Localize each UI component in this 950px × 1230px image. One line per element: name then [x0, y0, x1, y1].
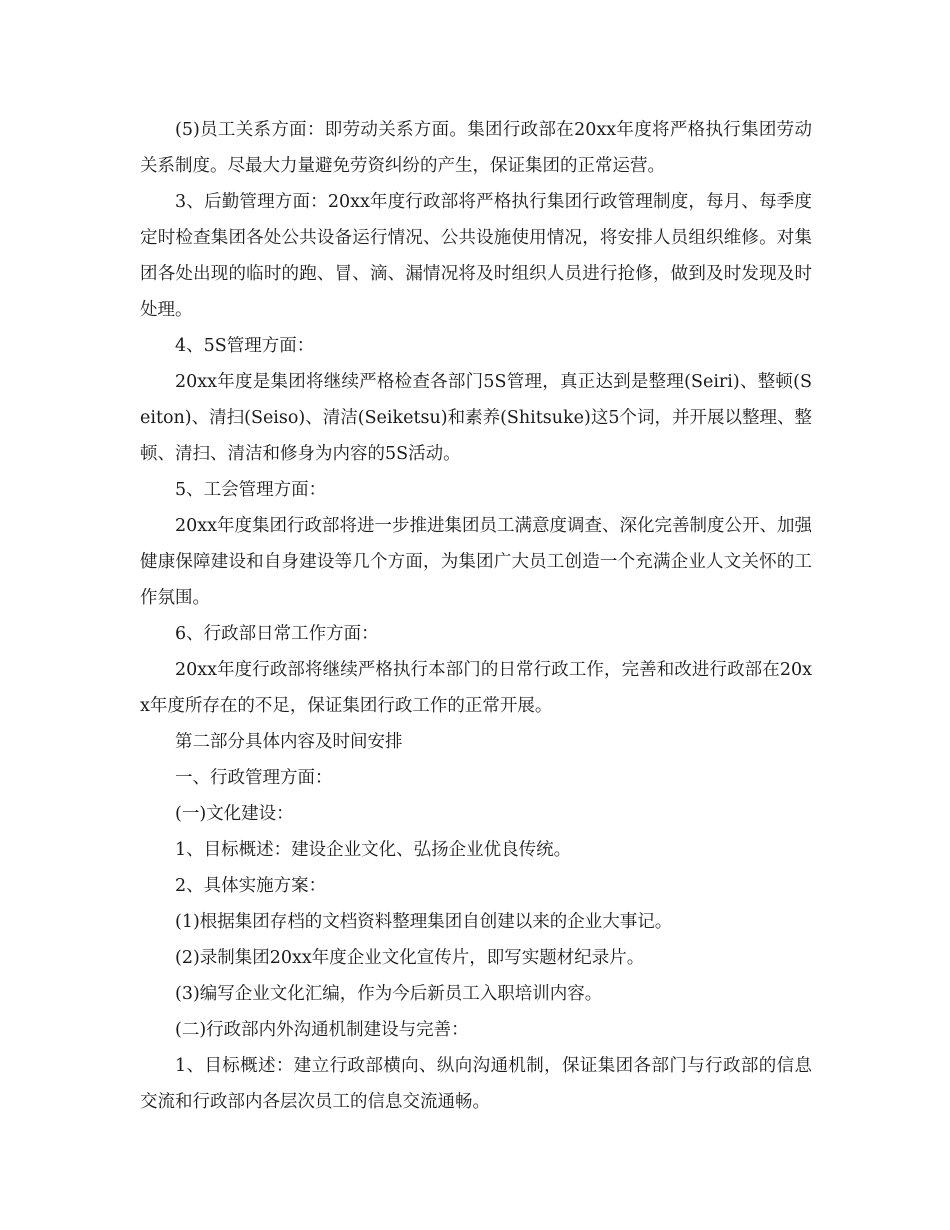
list-item-chronicle: (1)根据集团存档的文档资料整理集团自创建以来的企业大事记。: [175, 912, 673, 932]
heading-union-management: 5、工会管理方面：: [175, 480, 327, 500]
heading-culture-building: (一)文化建设：: [175, 804, 294, 824]
paragraph-communication-goal: 1、目标概述：建立行政部横向、纵向沟通机制，保证集团各部门与行政部的信息交流和行政部内各层次员工的信息交流通畅。: [140, 1056, 812, 1112]
heading-communication-mechanism: (二)行政部内外沟通机制建设与完善：: [175, 1020, 469, 1040]
paragraph-logistics-management: 3、后勤管理方面：20xx年度行政部将严格执行集团行政管理制度，每月、每季度定时检查集团各处公共设备运行情况、公共设施使用情况，将安排人员组织维修。对集团各处出现的临时的跑、冒、滴、漏情况将及时组织人员进行抢修，做到及时发现及时处理。: [140, 192, 812, 320]
list-item-culture-compilation: (3)编写企业文化汇编，作为今后新员工入职培训内容。: [175, 984, 603, 1004]
paragraph-5s-management: 20xx年度是集团将继续严格检查各部门5S管理，真正达到是整理(Seiri)、整顿(Seiton)、清扫(Seiso)、清洁(Seiketsu)和素养(Shitsuke)这5个词，并开展以整理、整顿、清扫、清洁和修身为内容的5S活动。: [140, 372, 812, 464]
heading-part-two: 第二部分具体内容及时间安排: [175, 732, 403, 752]
paragraph-culture-goal: 1、目标概述：建设企业文化、弘扬企业优良传统。: [175, 840, 572, 860]
list-item-promo-video: (2)录制集团20xx年度企业文化宣传片，即写实题材纪录片。: [175, 948, 645, 968]
heading-5s-management: 4、5S管理方面：: [175, 336, 315, 356]
document-body: [140, 112, 812, 1120]
paragraph-daily-work: 20xx年度行政部将继续严格执行本部门的日常行政工作，完善和改进行政部在20xx年度所存在的不足，保证集团行政工作的正常开展。: [140, 660, 812, 716]
heading-daily-work: 6、行政部日常工作方面：: [175, 624, 379, 644]
heading-implementation-plan: 2、具体实施方案：: [175, 876, 327, 896]
heading-admin-management: 一、行政管理方面：: [175, 768, 333, 788]
paragraph-union-management: 20xx年度集团行政部将进一步推进集团员工满意度调查、深化完善制度公开、加强健康保障建设和自身建设等几个方面，为集团广大员工创造一个充满企业人文关怀的工作氛围。: [140, 516, 813, 608]
paragraph-employee-relations: (5)员工关系方面：即劳动关系方面。集团行政部在20xx年度将严格执行集团劳动关系制度。尽最大力量避免劳资纠纷的产生，保证集团的正常运营。: [140, 120, 812, 176]
